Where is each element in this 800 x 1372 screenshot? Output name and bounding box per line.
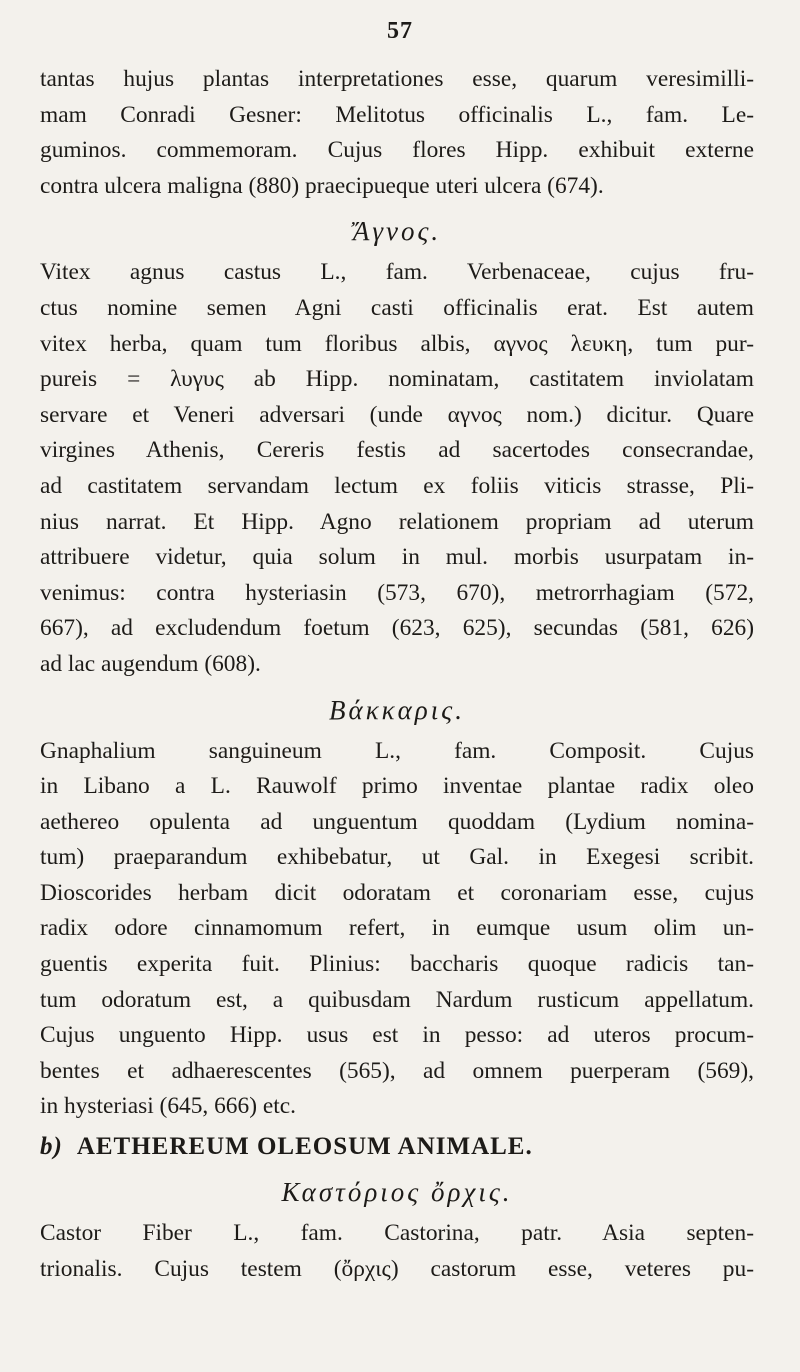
text-line: guminos. commemoram. Cujus flores Hipp. exhibuit externe: [40, 137, 754, 164]
heading-kastorios: Καστόριος ὄρχις.: [281, 1177, 513, 1208]
text-line: ad castitatem servandam lectum ex foliis viticis strasse, Pli-: [40, 472, 754, 499]
section-heading: [40, 1129, 754, 1165]
section-title: AETHEREUM OLEOSUM ANIMALE.: [76, 1133, 533, 1161]
paragraph-gnaphalium: [40, 734, 754, 1126]
text-line: venimus: contra hysteriasin (573, 670), metrorrhagiam (572,: [40, 579, 754, 606]
text-line: trionalis. Cujus testem (ὄρχις) castorum esse, veteres pu-: [40, 1255, 754, 1282]
heading-agnos: Ἄγνος.: [352, 216, 442, 247]
paragraph-vitex: [40, 255, 754, 682]
text-line: Castor Fiber L., fam. Castorina, patr. Asia septen-: [40, 1220, 754, 1247]
text-line: contra ulcera maligna (880) praecipueque uteri ulcera (674).: [40, 172, 604, 199]
text-line: radix odore cinnamomum refert, in eumque usum olim un-: [40, 915, 754, 942]
text-line: in hysteriasi (645, 666) etc.: [40, 1093, 296, 1120]
paragraph-castor: [40, 1216, 754, 1287]
text-line: nius narrat. Et Hipp. Agno relationem propriam ad uterum: [40, 508, 754, 535]
text-line: ctus nomine semen Agni casti officinalis erat. Est autem: [40, 294, 754, 321]
text-line: in Libano a L. Rauwolf primo inventae plantae radix oleo: [40, 773, 754, 800]
text-line: attribuere videtur, quia solum in mul. morbis usurpatam in-: [40, 544, 754, 571]
text-line: Cujus unguento Hipp. usus est in pesso: ad uteros procum-: [40, 1022, 754, 1049]
text-line: ad lac augendum (608).: [40, 650, 261, 677]
page-number: 57: [387, 18, 413, 44]
text-line: pureis = λυγυς ab Hipp. nominatam, castitatem inviolatam: [40, 366, 754, 393]
text-line: vitex herba, quam tum floribus albis, αγνος λευκη, tum pur-: [40, 330, 754, 357]
text-line: virgines Athenis, Cereris festis ad sacertodes consecrandae,: [40, 437, 754, 464]
text-line: 667), ad excludendum foetum (623, 625), secundas (581, 626): [40, 615, 754, 642]
text-line: aethereo opulenta ad unguentum quoddam (Lydium nomina-: [40, 808, 754, 835]
text-line: mam Conradi Gesner: Melitotus officinalis L., fam. Le-: [40, 101, 754, 128]
section-label: b): [40, 1133, 63, 1161]
text-line: guentis experita fuit. Plinius: baccharis quoque radicis tan-: [40, 951, 754, 978]
text-line: Vitex agnus castus L., fam. Verbenaceae, cujus fru-: [40, 259, 754, 286]
text-line: servare et Veneri adversari (unde αγνος nom.) dicitur. Quare: [40, 401, 754, 428]
text-line: Gnaphalium sanguineum L., fam. Composit. Cujus: [40, 737, 754, 764]
text-line: bentes et adhaerescentes (565), ad omnem puerperam (569),: [40, 1057, 754, 1084]
paragraph-melitotus: [40, 62, 754, 204]
text-line: tum odoratum est, a quibusdam Nardum rusticum appellatum.: [40, 986, 754, 1013]
text-line: Dioscorides herbam dicit odoratam et coronariam esse, cujus: [40, 879, 754, 906]
body-text: [40, 62, 754, 1287]
text-line: tantas hujus plantas interpretationes esse, quarum veresimilli-: [40, 66, 754, 92]
heading-bakkaris: Βάκκαρις.: [329, 694, 465, 725]
text-line: tum) praeparandum exhibebatur, ut Gal. in Exegesi scribit.: [40, 844, 754, 871]
